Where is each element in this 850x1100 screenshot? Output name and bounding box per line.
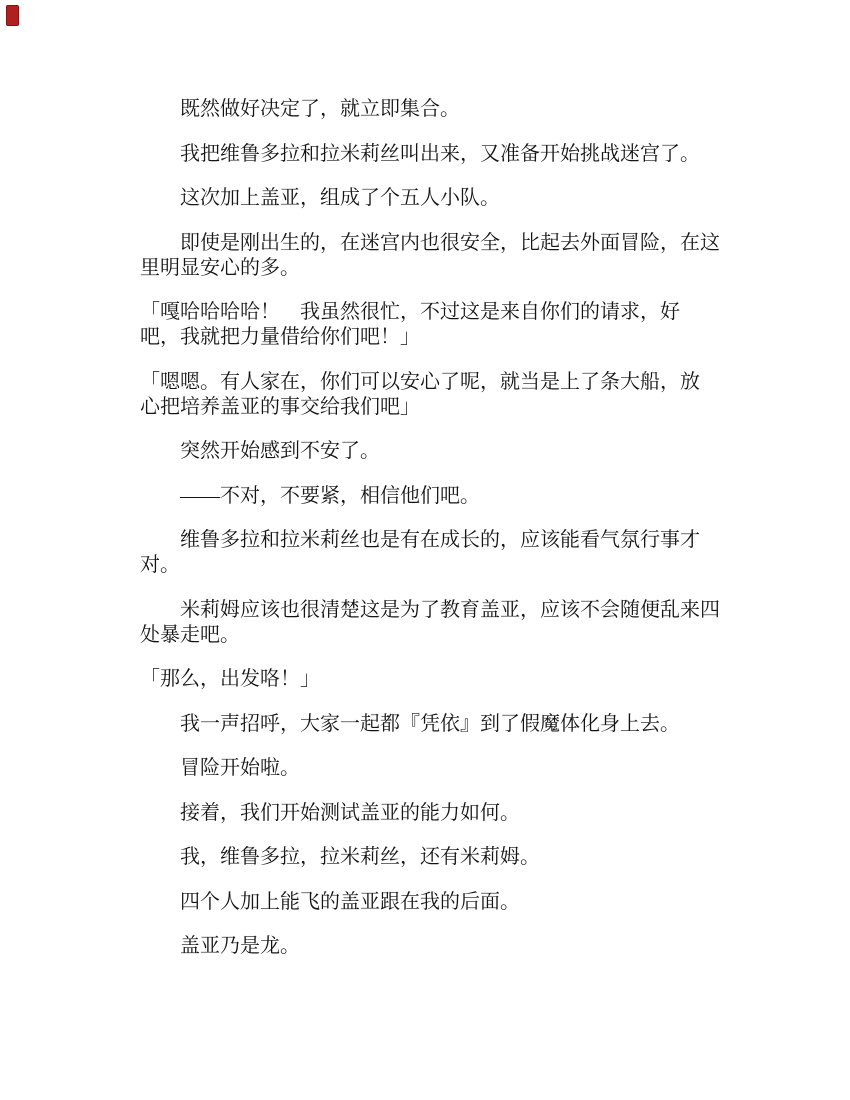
paragraph (140, 300, 710, 350)
text-line: 「嘎哈哈哈哈！ 我虽然很忙，不过这是来自你们的请求，好 (140, 301, 680, 323)
text-line: ——不对，不要紧，相信他们吧。 (180, 484, 480, 507)
paragraph (140, 934, 710, 959)
text-line: 「那么，出发咯！」 (140, 668, 320, 690)
paragraph (140, 712, 710, 737)
paragraph (140, 528, 710, 578)
text-line: 接着，我们开始测试盖亚的能力如何。 (180, 801, 520, 824)
paragraph (140, 667, 710, 692)
paragraph (140, 142, 710, 167)
text-line: 即使是刚出生的，在迷宫内也很安全，比起去外面冒险，在这 (180, 231, 720, 254)
text-line: 我一声招呼，大家一起都『凭依』到了假魔体化身上去。 (180, 712, 680, 735)
text-line: 维鲁多拉和拉米莉丝也是有在成长的，应该能看气氛行事才 (180, 529, 700, 551)
text-line: 四个人加上能飞的盖亚跟在我的后面。 (180, 890, 520, 913)
paragraph (140, 890, 710, 915)
paragraph (140, 598, 720, 648)
paragraph (140, 97, 710, 122)
text-line: 对。 (140, 554, 180, 576)
text-line: 盖亚乃是龙。 (180, 935, 300, 957)
novel-text-body (140, 97, 720, 959)
text-line: 吧，我就把力量借给你们吧！」 (140, 326, 420, 348)
text-line: 突然开始感到不安了。 (180, 440, 380, 462)
paragraph (140, 845, 710, 870)
text-line: 「嗯嗯。有人家在，你们可以安心了呢，就当是上了条大船，放 (140, 370, 700, 393)
text-line: 处暴走吧。 (140, 623, 240, 646)
paragraph (140, 370, 710, 420)
paragraph (140, 186, 710, 211)
text-line: 我把维鲁多拉和拉米莉丝叫出来，又准备开始挑战迷宫了。 (180, 142, 700, 165)
text-line: 里明显安心的多。 (140, 256, 300, 279)
paragraph (140, 484, 710, 509)
text-line: 心把培养盖亚的事交给我们吧」 (140, 395, 420, 418)
text-line: 我，维鲁多拉，拉米莉丝，还有米莉姆。 (180, 846, 540, 868)
paragraph (140, 231, 720, 281)
text-line: 冒险开始啦。 (180, 757, 300, 779)
text-line: 米莉姆应该也很清楚这是为了教育盖亚，应该不会随便乱来四 (180, 598, 720, 621)
paragraph (140, 439, 710, 464)
text-line: 既然做好决定了，就立即集合。 (180, 98, 460, 120)
text-line: 这次加上盖亚，组成了个五人小队。 (180, 187, 500, 209)
paragraph (140, 756, 710, 781)
paragraph (140, 801, 710, 826)
